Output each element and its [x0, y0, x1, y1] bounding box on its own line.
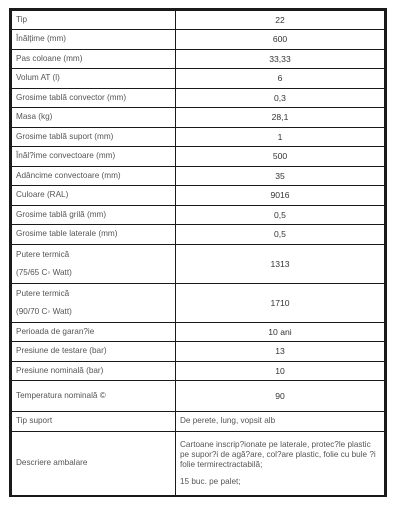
spec-row-tip-suport: [12, 412, 385, 432]
spec-label-line: Putere termică: [16, 250, 70, 260]
specs-table: [11, 10, 385, 496]
spec-label: Culoare (RAL): [12, 186, 176, 206]
spec-value: 22: [176, 11, 385, 30]
spec-row-tip: [12, 11, 385, 30]
spec-value: 13: [176, 342, 385, 362]
spec-value: 1: [176, 128, 385, 147]
spec-label: Înăl?ime convectoare (mm): [12, 147, 176, 167]
spec-label: Înălțime (mm): [12, 30, 176, 50]
spec-label: Perioada de garan?ie: [12, 323, 176, 342]
spec-row-ambalare: [12, 432, 385, 496]
spec-row-culoare: [12, 186, 385, 206]
spec-row-putere-90-70: [12, 284, 385, 323]
spec-row-presiune-nominala: [12, 362, 385, 381]
spec-value: 1710: [176, 284, 385, 323]
spec-row-inaltime: [12, 30, 385, 50]
spec-value: 6: [176, 69, 385, 89]
spec-label-line: (75/65 C◦ Watt): [16, 267, 72, 277]
spec-value: 500: [176, 147, 385, 167]
ambalare-palet-text: 15 buc. pe palet;: [180, 477, 241, 487]
spec-value: 35: [176, 167, 385, 186]
spec-row-grosime-laterale: [12, 225, 385, 245]
spec-label: Masa (kg): [12, 108, 176, 128]
spec-label-line: (90/70 C◦ Watt): [16, 306, 72, 316]
spec-value: 0,5: [176, 225, 385, 245]
spec-label: Adâncime convectoare (mm): [12, 167, 176, 186]
spec-value: 600: [176, 30, 385, 50]
spec-value: 90: [176, 381, 385, 412]
spec-value: 10 ani: [176, 323, 385, 342]
spec-label: Grosime tablă grilă (mm): [12, 206, 176, 225]
spec-label: Grosime tablă suport (mm): [12, 128, 176, 147]
spec-label: Pas coloane (mm): [12, 50, 176, 69]
spec-label: Tip: [12, 11, 176, 30]
spec-row-adancime-convectoare: [12, 167, 385, 186]
spec-row-grosime-suport: [12, 128, 385, 147]
spec-row-putere-75-65: [12, 245, 385, 284]
spec-value: 10: [176, 362, 385, 381]
spec-row-volum: [12, 69, 385, 89]
specs-sheet: [9, 8, 387, 497]
spec-label: Grosime table laterale (mm): [12, 225, 176, 245]
spec-value: 0,5: [176, 206, 385, 225]
spec-value: [176, 432, 385, 496]
spec-label: Descriere ambalare: [12, 432, 176, 496]
spec-value: 28,1: [176, 108, 385, 128]
spec-label: Grosime tablă convector (mm): [12, 89, 176, 108]
spec-value: 0,3: [176, 89, 385, 108]
spec-label: Temperatura nominală ©: [12, 381, 176, 412]
spec-row-inaltime-convectoare: [12, 147, 385, 167]
ambalare-text: Cartoane inscrip?ionate pe laterale, protec?le plastic pe supor?i de agă?are, col?are plastic, folie cu bule ?i folie termirectractabilă;: [180, 439, 376, 469]
spec-value: 9016: [176, 186, 385, 206]
spec-value: De perete, lung, vopsit alb: [176, 412, 385, 432]
spec-row-presiune-testare: [12, 342, 385, 362]
spec-value: 1313: [176, 245, 385, 284]
spec-label: [12, 245, 176, 284]
spec-label: Tip suport: [12, 412, 176, 432]
spec-row-masa: [12, 108, 385, 128]
spec-label-line: Putere termică: [16, 289, 70, 299]
spec-label: Presiune nominală (bar): [12, 362, 176, 381]
spec-value: 33,33: [176, 50, 385, 69]
spec-label: Presiune de testare (bar): [12, 342, 176, 362]
spec-row-grosime-convector: [12, 89, 385, 108]
spec-row-grosime-grila: [12, 206, 385, 225]
spec-label: [12, 284, 176, 323]
spec-row-garantie: [12, 323, 385, 342]
spec-row-pas-coloane: [12, 50, 385, 69]
spec-row-temperatura: [12, 381, 385, 412]
spec-label: Volum AT (l): [12, 69, 176, 89]
